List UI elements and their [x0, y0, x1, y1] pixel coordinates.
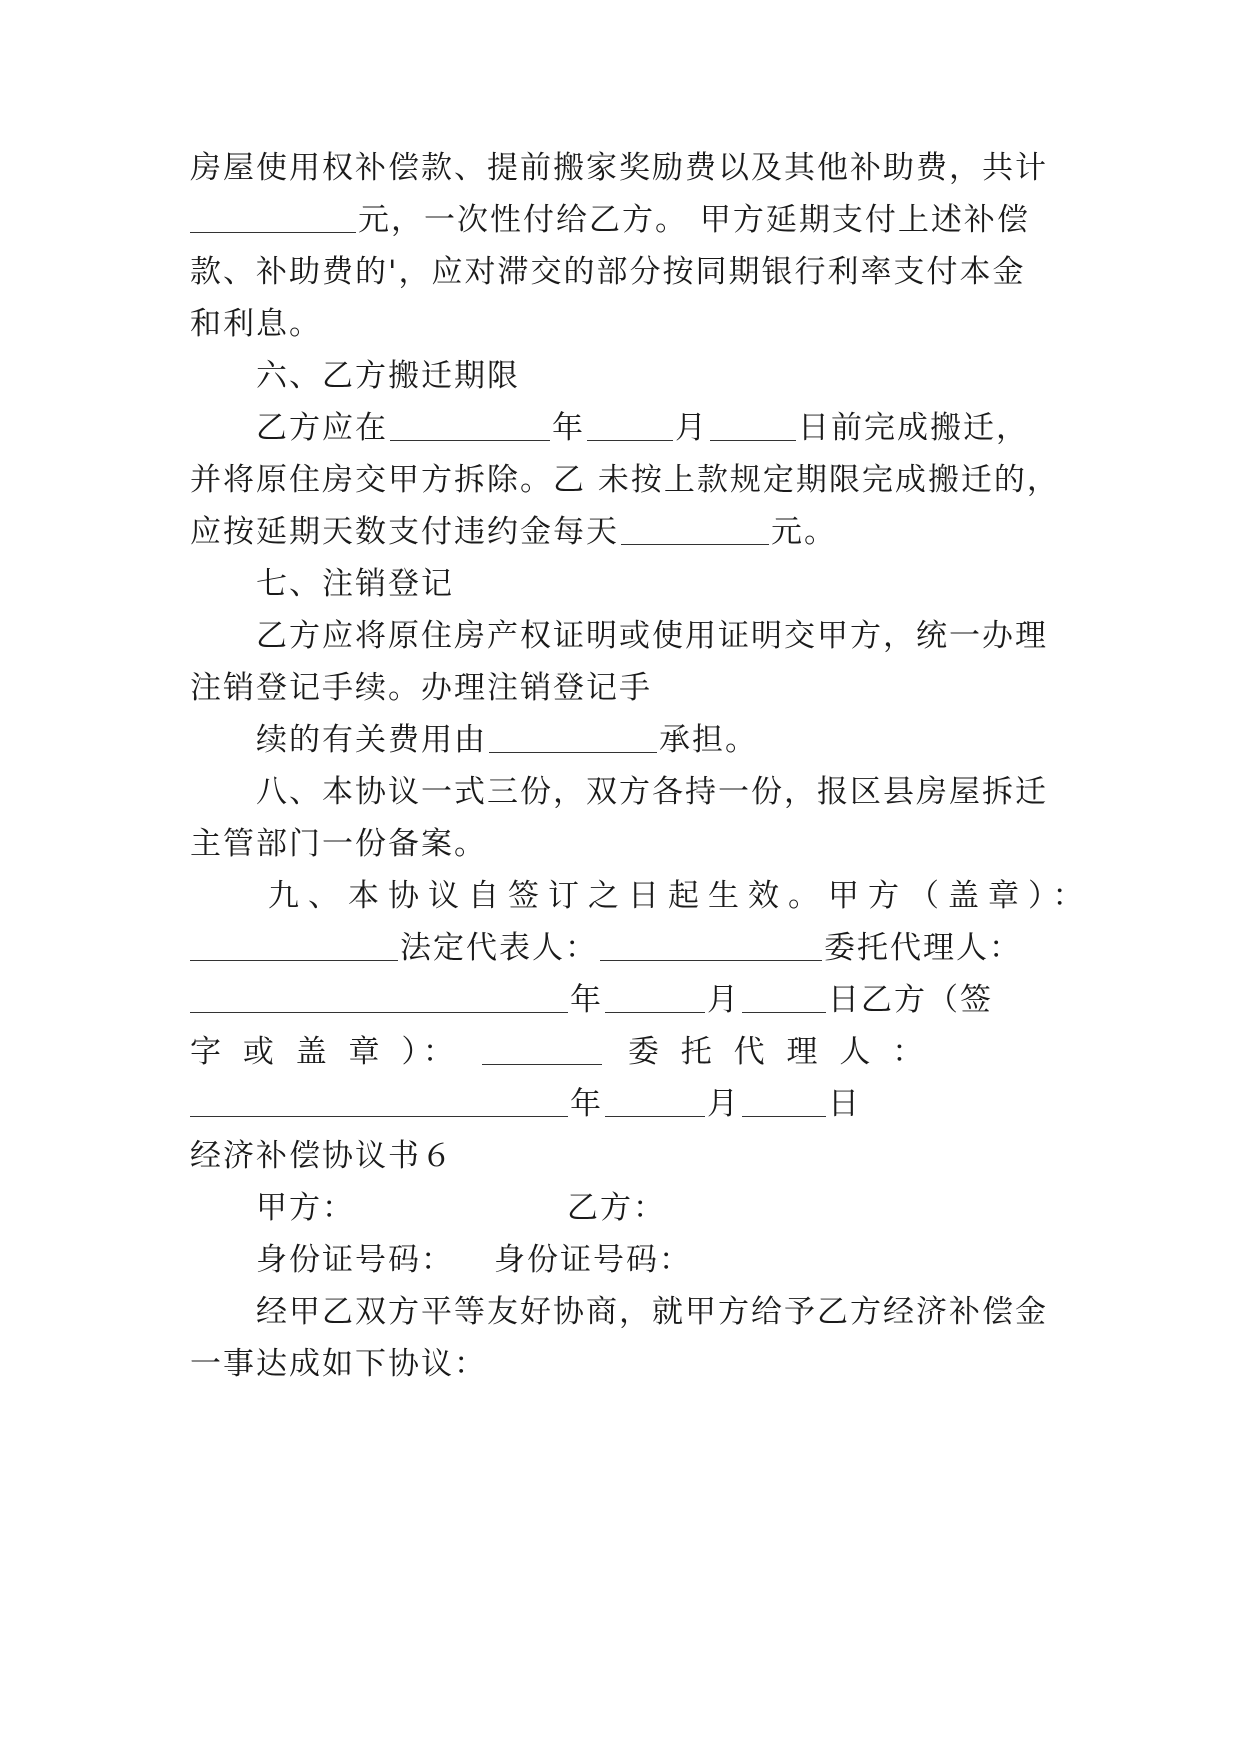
blank-field [621, 516, 769, 545]
signature-line: 年 月 日乙方（签 [190, 980, 1050, 1020]
paragraph-line: 乙方应将原住房产权证明或使用证明交甲方，统一办理 [256, 618, 1048, 654]
paragraph-line: 乙方应在 年 月 日前完成搬迁， [256, 410, 1029, 446]
paragraph-line: 和利息。 [190, 306, 322, 342]
blank-month [605, 1088, 705, 1117]
paragraph-line: 九、本协议自签订之日起生效。甲方（盖章）： [268, 878, 1093, 914]
blank-field [190, 1088, 568, 1117]
document-title: 经济补偿协议书６ [190, 1138, 454, 1174]
paragraph-line: 经甲乙双方平等友好协商，就甲方给予乙方经济补偿金 [256, 1294, 1048, 1330]
paragraph-line: 房屋使用权补偿款、提前搬家奖励费以及其他补助费，共计 [190, 150, 1048, 186]
paragraph-line: 款、补助费的'，应对滞交的部分按同期银行利率支付本金 [190, 254, 1026, 290]
party-line: 甲方： 乙方： [256, 1190, 666, 1226]
paragraph-line: 注销登记手续。办理注销登记手 [190, 670, 652, 706]
paragraph-line: 续的有关费用由 承担。 [256, 722, 758, 758]
blank-day [742, 984, 826, 1013]
blank-day [742, 1088, 826, 1117]
blank-day [710, 412, 796, 441]
blank-field [190, 932, 398, 961]
signature-line: 法定代表人： 委托代理人： [190, 928, 1050, 968]
signature-line: 字 或 盖 章 ）： 委 托 代 理 人 ： [190, 1034, 930, 1070]
blank-field [190, 204, 356, 233]
paragraph-line: 应按延期天数支付违约金每天 元。 [190, 514, 837, 550]
paragraph-line: 八、本协议一式三份，双方各持一份，报区县房屋拆迁 [256, 774, 1048, 810]
section-heading: 七、注销登记 [256, 566, 454, 602]
blank-field [482, 1036, 602, 1065]
signature-line: 年 月 日 [190, 1084, 1050, 1124]
paragraph-line: 主管部门一份备案。 [190, 826, 487, 862]
paragraph-line: 一事达成如下协议： [190, 1346, 487, 1382]
paragraph-line: 元，一次性付给乙方。 甲方延期支付上述补偿 [190, 200, 1050, 240]
blank-field [600, 932, 822, 961]
blank-field [190, 984, 568, 1013]
section-heading: 六、乙方搬迁期限 [256, 358, 520, 394]
id-line: 身份证号码： 身份证号码： [256, 1242, 692, 1278]
blank-month [587, 412, 673, 441]
blank-year [390, 412, 550, 441]
blank-month [605, 984, 705, 1013]
blank-field [489, 724, 657, 753]
paragraph-line: 并将原住房交甲方拆除。乙 未按上款规定期限完成搬迁的， [190, 462, 1060, 498]
